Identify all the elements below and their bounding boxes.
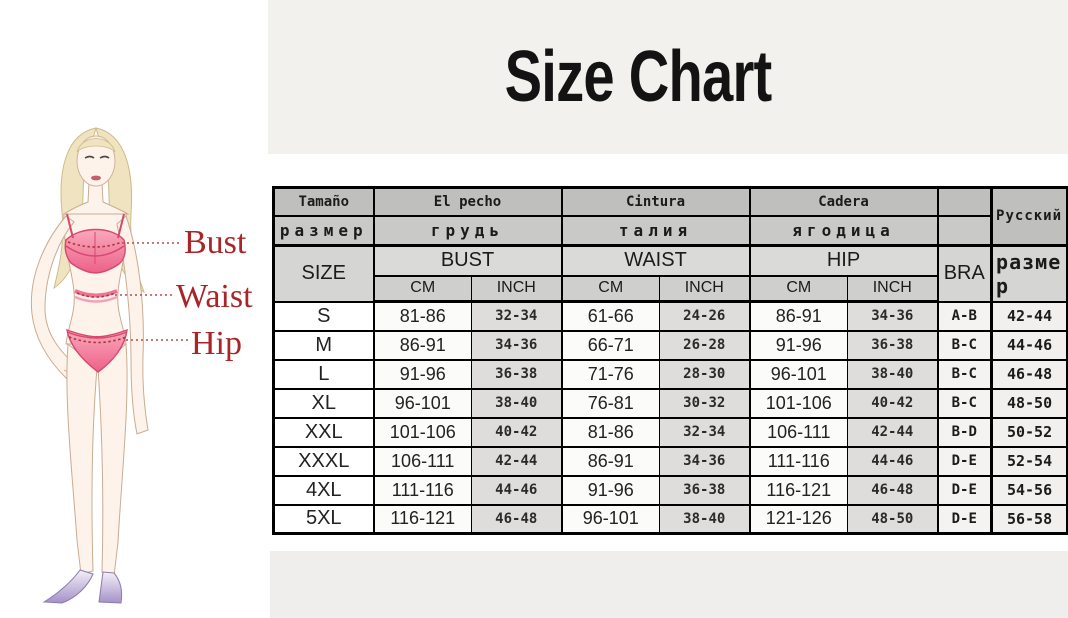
header-row-russian <box>274 216 1068 246</box>
header-taliya: талия <box>562 216 750 246</box>
hip-inch-cell: 38-40 <box>848 360 938 389</box>
header-cadera: Cadera <box>750 188 938 216</box>
size-cell: 4XL <box>274 476 374 505</box>
size-chart-table <box>272 186 1068 535</box>
title-band <box>268 0 1068 154</box>
header-waist-inch: INCH <box>660 276 750 302</box>
waist-inch-cell: 38-40 <box>660 505 750 534</box>
size-cell: S <box>274 302 374 331</box>
bust-cm-cell: 101-106 <box>374 418 472 447</box>
header-yagoditsa: ягодица <box>750 216 938 246</box>
waist-inch-cell: 30-32 <box>660 389 750 418</box>
header-row-spanish <box>274 188 1068 216</box>
bust-cm-cell: 91-96 <box>374 360 472 389</box>
bust-inch-cell: 46-48 <box>472 505 562 534</box>
waist-cm-cell: 76-81 <box>562 389 660 418</box>
size-cell: XXXL <box>274 447 374 476</box>
hip-inch-cell: 42-44 <box>848 418 938 447</box>
size-cell: M <box>274 331 374 360</box>
header-cintura: Cintura <box>562 188 750 216</box>
hip-inch-cell: 46-48 <box>848 476 938 505</box>
waist-cm-cell: 81-86 <box>562 418 660 447</box>
header-bra-spacer-2 <box>938 216 992 246</box>
table-row-m <box>274 331 1068 360</box>
size-cell: XXL <box>274 418 374 447</box>
hip-cm-cell: 106-111 <box>750 418 848 447</box>
bra-cell: B-C <box>938 360 992 389</box>
table-row-xxxl <box>274 447 1068 476</box>
waist-cm-cell: 86-91 <box>562 447 660 476</box>
waist-inch-cell: 34-36 <box>660 447 750 476</box>
table-row-l <box>274 360 1068 389</box>
size-cell: XL <box>274 389 374 418</box>
bra-cell: D-E <box>938 476 992 505</box>
bust-label: Bust <box>184 224 247 261</box>
header-waist: WAIST <box>562 246 750 276</box>
header-size: SIZE <box>274 246 374 302</box>
content-panel <box>268 0 1068 618</box>
bra-cell: B-D <box>938 418 992 447</box>
bust-cm-cell: 111-116 <box>374 476 472 505</box>
waist-inch-cell: 28-30 <box>660 360 750 389</box>
waist-inch-cell: 36-38 <box>660 476 750 505</box>
bust-inch-cell: 32-34 <box>472 302 562 331</box>
waist-cm-cell: 96-101 <box>562 505 660 534</box>
header-razmer-ru: размер <box>992 246 1068 302</box>
bust-inch-cell: 36-38 <box>472 360 562 389</box>
waist-cm-cell: 71-76 <box>562 360 660 389</box>
hip-label: Hip <box>191 325 242 362</box>
waist-label: Waist <box>176 278 253 315</box>
bust-inch-cell: 40-42 <box>472 418 562 447</box>
header-waist-cm: CM <box>562 276 660 302</box>
waist-cm-cell: 66-71 <box>562 331 660 360</box>
bust-cm-cell: 96-101 <box>374 389 472 418</box>
hip-cm-cell: 101-106 <box>750 389 848 418</box>
bra-cell: D-E <box>938 447 992 476</box>
bust-inch-cell: 44-46 <box>472 476 562 505</box>
hip-cm-cell: 111-116 <box>750 447 848 476</box>
ru-size-cell: 56-58 <box>992 505 1068 534</box>
header-hip-cm: CM <box>750 276 848 302</box>
size-cell: L <box>274 360 374 389</box>
hip-inch-cell: 40-42 <box>848 389 938 418</box>
ru-size-cell: 52-54 <box>992 447 1068 476</box>
table-row-4xl <box>274 476 1068 505</box>
figure-panel <box>0 0 270 618</box>
ru-size-cell: 54-56 <box>992 476 1068 505</box>
header-tamano: Tamaño <box>274 188 374 216</box>
hip-inch-cell: 48-50 <box>848 505 938 534</box>
header-russkiy: Русский <box>992 188 1068 246</box>
hip-cm-cell: 96-101 <box>750 360 848 389</box>
ru-size-cell: 44-46 <box>992 331 1068 360</box>
page-title: Size Chart <box>504 37 772 117</box>
header-grud: грудь <box>374 216 562 246</box>
ru-size-cell: 46-48 <box>992 360 1068 389</box>
bra-cell: B-C <box>938 389 992 418</box>
hip-cm-cell: 86-91 <box>750 302 848 331</box>
header-razmer: размер <box>274 216 374 246</box>
size-cell: 5XL <box>274 505 374 534</box>
hip-cm-cell: 116-121 <box>750 476 848 505</box>
hip-inch-cell: 36-38 <box>848 331 938 360</box>
bust-inch-cell: 34-36 <box>472 331 562 360</box>
hip-inch-cell: 44-46 <box>848 447 938 476</box>
hip-cm-cell: 121-126 <box>750 505 848 534</box>
bust-inch-cell: 38-40 <box>472 389 562 418</box>
table-row-xl <box>274 389 1068 418</box>
waist-inch-cell: 26-28 <box>660 331 750 360</box>
waist-cm-cell: 61-66 <box>562 302 660 331</box>
waist-cm-cell: 91-96 <box>562 476 660 505</box>
header-row-english <box>274 246 1068 276</box>
bust-cm-cell: 86-91 <box>374 331 472 360</box>
header-el-pecho: El pecho <box>374 188 562 216</box>
bra-cell: D-E <box>938 505 992 534</box>
header-hip-inch: INCH <box>848 276 938 302</box>
header-bust-inch: INCH <box>472 276 562 302</box>
bra-cell: B-C <box>938 331 992 360</box>
hip-cm-cell: 91-96 <box>750 331 848 360</box>
header-bust-cm: CM <box>374 276 472 302</box>
bust-cm-cell: 81-86 <box>374 302 472 331</box>
table-row-xxl <box>274 418 1068 447</box>
ru-size-cell: 42-44 <box>992 302 1068 331</box>
bust-cm-cell: 116-121 <box>374 505 472 534</box>
bottom-band <box>270 551 1068 618</box>
header-bra-spacer-1 <box>938 188 992 216</box>
waist-inch-cell: 24-26 <box>660 302 750 331</box>
header-hip: HIP <box>750 246 938 276</box>
table-row-s <box>274 302 1068 331</box>
bust-inch-cell: 42-44 <box>472 447 562 476</box>
bra-cell: A-B <box>938 302 992 331</box>
table-row-5xl <box>274 505 1068 534</box>
ru-size-cell: 50-52 <box>992 418 1068 447</box>
ru-size-cell: 48-50 <box>992 389 1068 418</box>
header-bust: BUST <box>374 246 562 276</box>
header-bra: BRA <box>938 246 992 302</box>
hip-inch-cell: 34-36 <box>848 302 938 331</box>
waist-inch-cell: 32-34 <box>660 418 750 447</box>
bust-cm-cell: 106-111 <box>374 447 472 476</box>
